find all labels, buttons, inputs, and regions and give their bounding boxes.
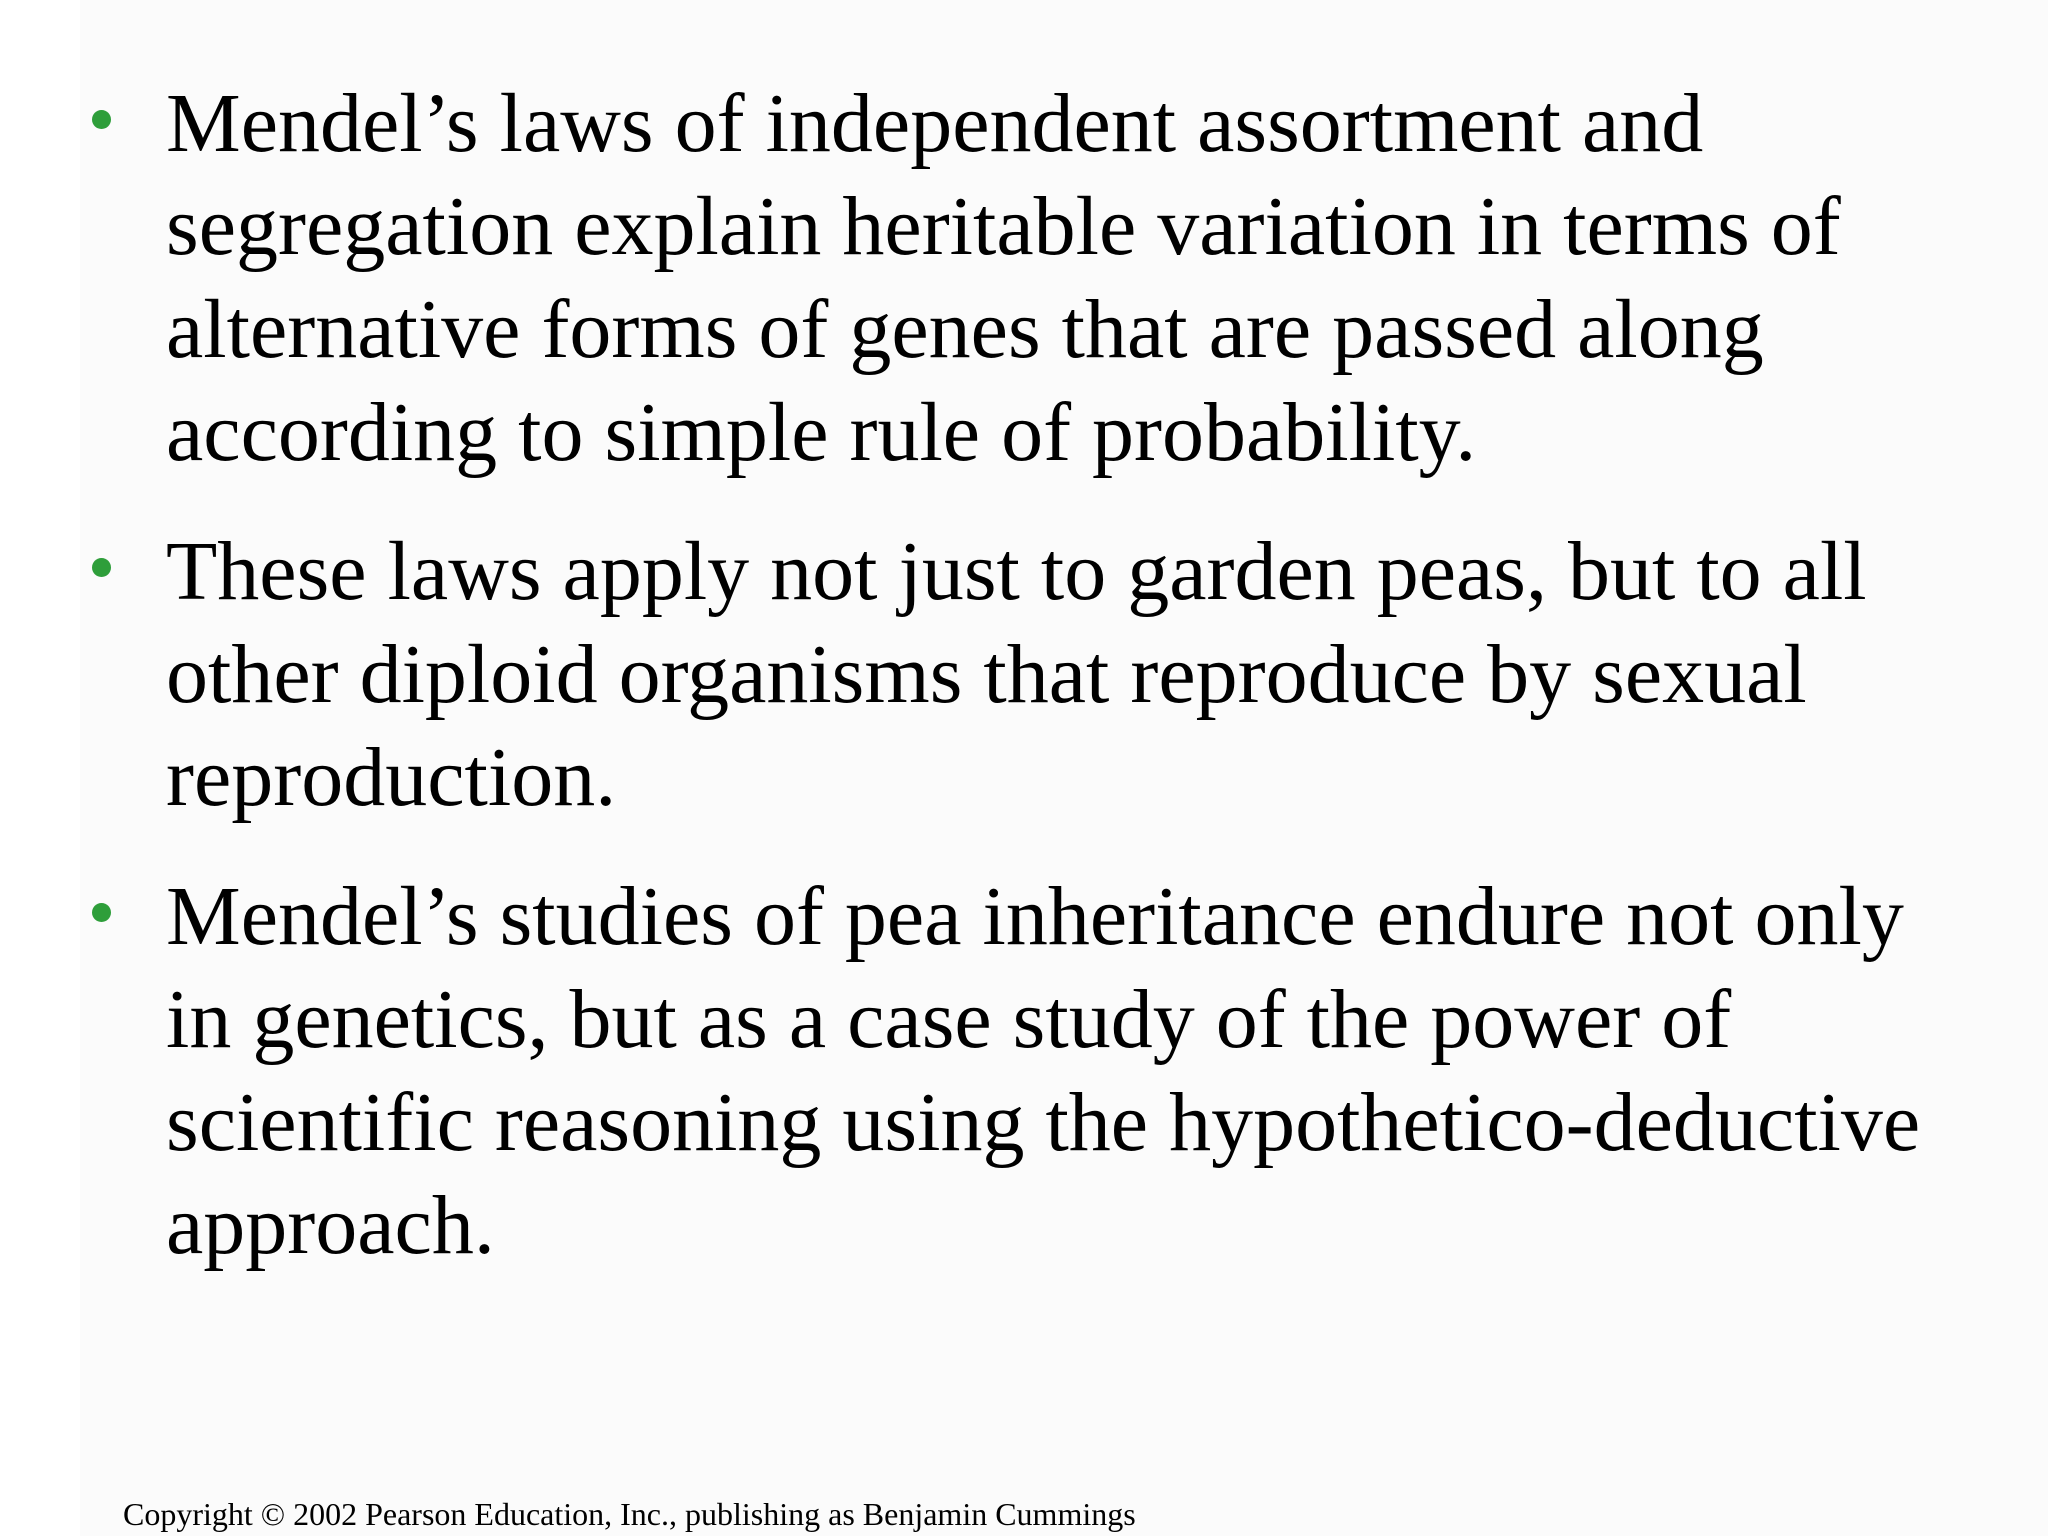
bullet-line: reproduction. — [166, 731, 617, 824]
bullet-line: Mendel’s laws of independent assortment and — [166, 77, 1704, 170]
bullet-item — [0, 520, 2048, 829]
bullet-list — [0, 72, 2048, 1313]
bullet-dot-icon — [92, 558, 111, 577]
bullet-dot-icon — [92, 110, 111, 129]
bullet-dot-icon — [92, 903, 111, 922]
bullet-text — [166, 865, 1988, 1277]
bullet-line: These laws apply not just to garden peas, but to all — [166, 525, 1867, 618]
bullet-line: alternative forms of genes that are passed along — [166, 283, 1764, 376]
bullet-line: in genetics, but as a case study of the power of — [166, 973, 1732, 1066]
bullet-item — [0, 865, 2048, 1277]
bullet-text — [166, 72, 1988, 484]
bullet-text — [166, 520, 1988, 829]
bullet-item — [0, 72, 2048, 484]
bullet-line: scientific reasoning using the hypothetico-deductive — [166, 1076, 1921, 1169]
bullet-line: Mendel’s studies of pea inheritance endure not only — [166, 870, 1904, 963]
bullet-line: approach. — [166, 1179, 495, 1272]
bullet-line: segregation explain heritable variation in terms of — [166, 180, 1841, 273]
bullet-line: according to simple rule of probability. — [166, 386, 1477, 479]
copyright-footer: Copyright © 2002 Pearson Education, Inc., publishing as Benjamin Cummings — [123, 1496, 1136, 1532]
bullet-line: other diploid organisms that reproduce by sexual — [166, 628, 1807, 721]
